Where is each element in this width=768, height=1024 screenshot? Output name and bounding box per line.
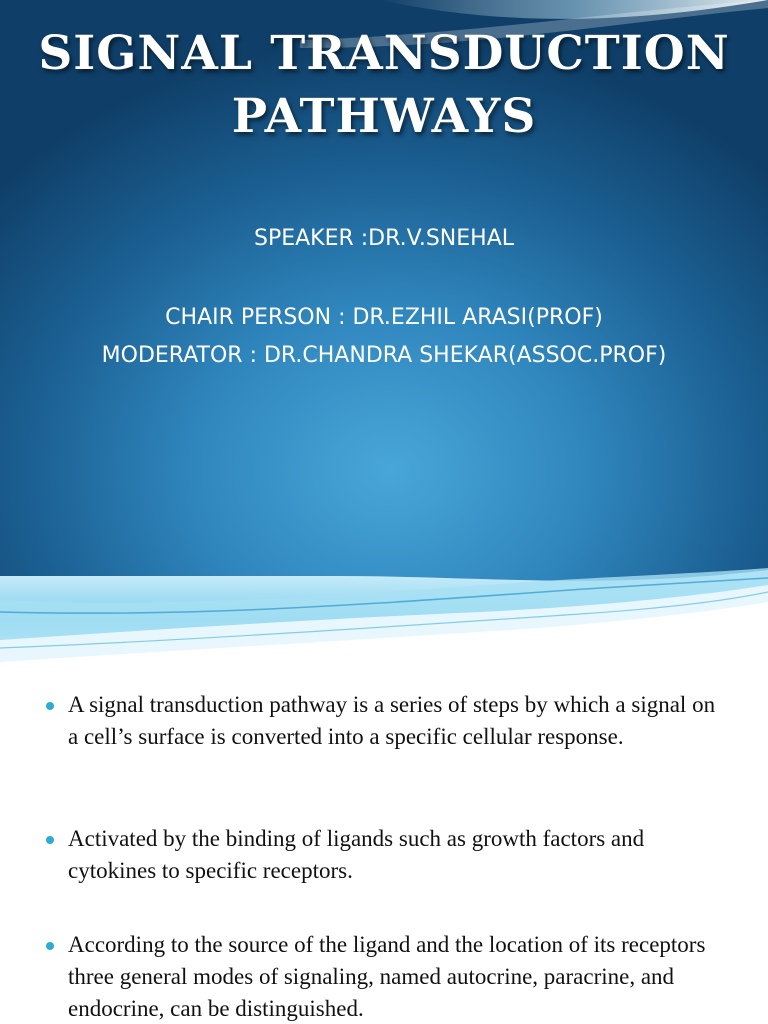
slide-title-line2: PATHWAYS xyxy=(231,89,537,144)
bullet-dot-icon xyxy=(46,836,54,844)
slide-title xyxy=(0,22,768,148)
bullet-text: Activated by the binding of ligands such as growth factors and cytokines to specific receptors. xyxy=(68,826,645,883)
bullet-dot-icon xyxy=(46,702,54,710)
bullet-item xyxy=(68,823,728,887)
bullet-item xyxy=(68,689,728,753)
bullet-text: According to the source of the ligand and the location of its receptors three general modes of signaling, named autocrine, paracrine, and endocrine, can be distinguished. xyxy=(68,932,706,1021)
bullet-item xyxy=(68,929,728,1024)
moderator-line: MODERATOR : DR.CHANDRA SHEKAR(ASSOC.PROF) xyxy=(101,343,667,368)
content-slide xyxy=(0,672,768,1024)
chair-person-line: CHAIR PERSON : DR.EZHIL ARASI(PROF) xyxy=(165,305,603,330)
slide-title-line1: SIGNAL TRANSDUCTION xyxy=(38,26,730,81)
bullet-text: A signal transduction pathway is a series of steps by which a signal on a cell’s surface is converted into a specific cellular response. xyxy=(68,692,716,749)
bullet-dot-icon xyxy=(46,942,54,950)
speaker-line: SPEAKER :DR.V.SNEHAL xyxy=(253,226,514,251)
